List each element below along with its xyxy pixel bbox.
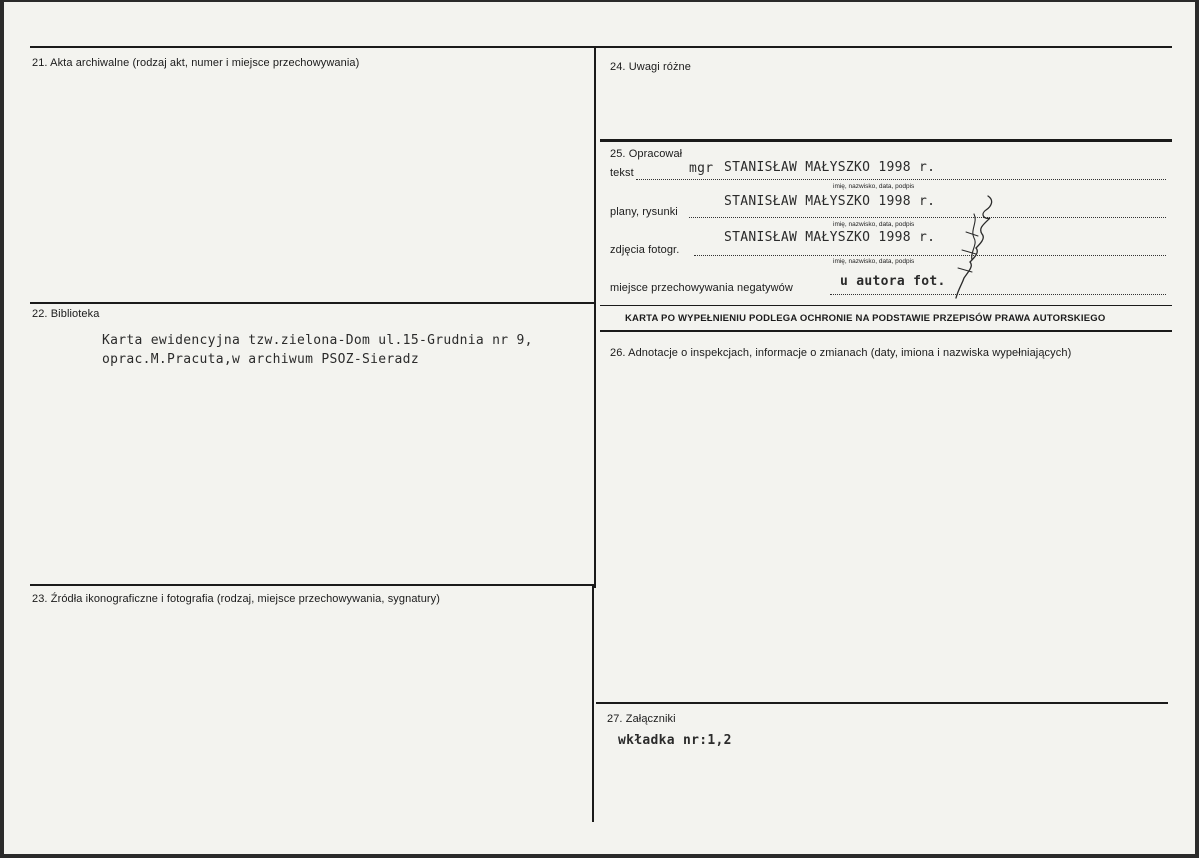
section-21-label: 21. Akta archiwalne (rodzaj akt, numer i miejsce przechowywania) [32, 57, 360, 69]
row-zdjecia-label: zdjęcia fotogr. [610, 244, 680, 256]
rule-notice-26 [600, 330, 1172, 332]
row-plany-value: STANISŁAW MAŁYSZKO 1998 r. [724, 194, 936, 209]
row-plany-label: plany, rysunki [610, 206, 678, 218]
handwritten-signature [944, 192, 1004, 304]
section-26-label: 26. Adnotacje o inspekcjach, informacje o zmianach (daty, imiona i nazwiska wypełniających) [610, 347, 1072, 359]
row-tekst-value: STANISŁAW MAŁYSZKO 1998 r. [724, 160, 936, 175]
row-negatywy-label: miejsce przechowywania negatywów [610, 282, 793, 294]
rule-22-23 [30, 584, 596, 586]
rule-24-25 [600, 139, 1172, 142]
row-zdjecia-line [694, 255, 1166, 256]
record-card [4, 2, 1195, 854]
section-23-label: 23. Źródła ikonograficzne i fotografia (rodzaj, miejsce przechowywania, sygnatury) [32, 593, 441, 605]
row-plany-line [689, 217, 1166, 218]
rule-21-22 [30, 302, 596, 304]
section-22-label: 22. Biblioteka [32, 308, 100, 320]
section-27-label: 27. Załączniki [607, 713, 676, 725]
row-tekst-prefix: mgr [689, 161, 714, 176]
rule-26-27 [596, 702, 1168, 704]
attachments-value: wkładka nr:1,2 [618, 733, 732, 748]
rule-25-notice [600, 305, 1172, 306]
section-25-label: 25. Opracował [610, 148, 683, 160]
top-rule [30, 46, 1172, 48]
section-24-label: 24. Uwagi różne [610, 61, 691, 73]
row-tekst-line [636, 179, 1166, 180]
row-tekst-caption: imię, nazwisko, data, podpis [833, 183, 915, 190]
bottom-column-divider [592, 586, 594, 822]
left-column-divider [594, 48, 596, 588]
library-line-2: oprac.M.Pracuta,w archiwum PSOZ-Sieradz [102, 352, 419, 367]
library-line-1: Karta ewidencyjna tzw.zielona-Dom ul.15-Grudnia nr 9, [102, 333, 533, 348]
row-plany-caption: imię, nazwisko, data, podpis [833, 221, 915, 228]
row-tekst-label: tekst [610, 167, 634, 179]
row-zdjecia-value: STANISŁAW MAŁYSZKO 1998 r. [724, 230, 936, 245]
row-zdjecia-caption: imię, nazwisko, data, podpis [833, 258, 915, 265]
row-negatywy-value: u autora fot. [840, 274, 946, 289]
copyright-notice: KARTA PO WYPEŁNIENIU PODLEGA OCHRONIE NA PODSTAWIE PRZEPISÓW PRAWA AUTORSKIEGO [625, 313, 1106, 324]
